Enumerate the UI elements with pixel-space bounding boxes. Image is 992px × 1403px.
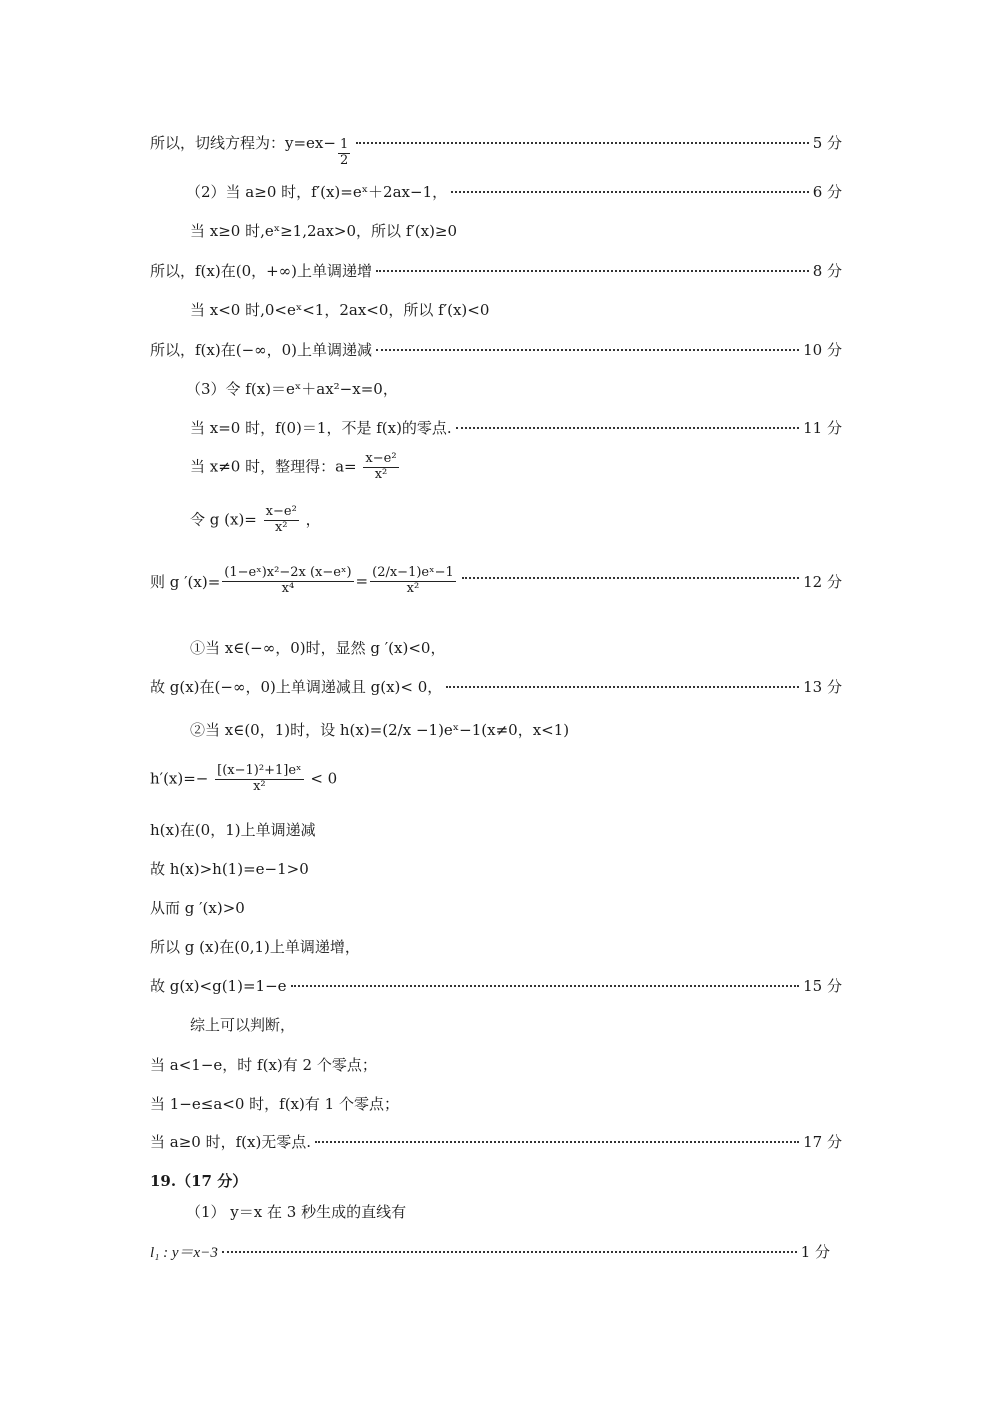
frac-numerator: (1−eˣ)x²−2x (x−eˣ) (224, 565, 352, 580)
line-part2-derivative (186, 181, 842, 202)
dot-leader (291, 984, 800, 987)
line-l1-equation (150, 1241, 830, 1262)
frac-numerator: 1 (339, 137, 349, 152)
fraction (363, 452, 398, 483)
line-conclusion-2 (150, 1093, 842, 1114)
text: l₁ : y＝x−3 (150, 1245, 218, 1261)
text: h′(x)=− (150, 769, 209, 788)
text: 当 x<0 时,0<eˣ<1，2ax<0，所以 f′(x)<0 (190, 301, 490, 319)
line-g-bound (150, 975, 842, 996)
score-label: 17 分 (803, 1133, 842, 1151)
score-label: 5 分 (812, 134, 842, 152)
frac-denominator: x² (274, 519, 288, 535)
line-increasing (150, 260, 842, 281)
line-x-neg (190, 299, 842, 320)
score-label: 6 分 (812, 183, 842, 201)
fraction-1 (222, 566, 353, 597)
score-label: 11 分 (803, 419, 842, 437)
dot-leader (356, 141, 808, 144)
line-decreasing (150, 339, 842, 360)
line-g-increasing (150, 936, 842, 957)
score-label: 10 分 (803, 341, 842, 359)
score-label: 12 分 (803, 572, 842, 591)
frac-denominator: 2 (339, 152, 349, 168)
text: 故 g(x)在(−∞，0)上单调递减且 g(x)< 0， (150, 678, 443, 696)
line-part3-setup (186, 378, 842, 399)
line-h-positive (150, 858, 842, 879)
fraction (338, 138, 350, 169)
text: 所以，切线方程为：y=ex− (150, 134, 336, 152)
line-h-decreasing (150, 819, 842, 840)
line-case1-result (150, 676, 842, 697)
text: 当 x≠0 时，整理得：a= (190, 457, 357, 476)
text: 当 x≥0 时,eˣ≥1,2ax>0，所以 f′(x)≥0 (190, 222, 458, 240)
text: （3）令 f(x)＝eˣ＋ax²−x=0， (186, 380, 398, 398)
frac-numerator: x−e² (265, 504, 297, 519)
line-tangent-equation (150, 132, 842, 169)
line-case1 (190, 637, 842, 658)
line-define-g (190, 505, 842, 536)
dot-leader (451, 190, 809, 193)
question-19-heading (150, 1170, 842, 1191)
frac-denominator: x² (253, 778, 266, 794)
score-label: 1 分 (800, 1243, 830, 1261)
text: 从而 g ′(x)>0 (150, 899, 245, 917)
text: 令 g (x)= (190, 510, 257, 529)
line-conclusion-1 (150, 1054, 842, 1075)
dot-leader (222, 1250, 797, 1253)
text: 所以，f(x)在(0，+∞)上单调递增 (150, 262, 373, 280)
dot-leader (456, 426, 799, 429)
frac-numerator: [(x−1)²+1]eˣ (217, 763, 302, 778)
fraction-2 (370, 566, 456, 597)
line-g-derivative (150, 566, 842, 597)
text: 当 a≥0 时，f(x)无零点. (150, 1133, 312, 1151)
text: h(x)在(0，1)上单调递减 (150, 821, 316, 839)
frac-denominator: x² (406, 580, 420, 596)
text-tail: < 0 (310, 769, 338, 788)
text: 当 1−e≤a<0 时，f(x)有 1 个零点； (150, 1095, 399, 1113)
text: 所以 g (x)在(0,1)上单调递增， (150, 938, 360, 956)
frac-denominator: x⁴ (281, 580, 295, 596)
text: 当 a<1−e，时 f(x)有 2 个零点； (150, 1056, 377, 1074)
fraction (264, 505, 299, 536)
line-conclusion-intro (190, 1014, 842, 1035)
frac-denominator: x² (374, 466, 388, 482)
text: 综上可以判断， (190, 1016, 296, 1034)
text: （1） y＝x 在 3 秒生成的直线有 (186, 1203, 407, 1221)
score-label: 15 分 (803, 977, 842, 995)
line-case2 (190, 719, 842, 740)
text: （2）当 a≥0 时，f′(x)=eˣ＋2ax−1， (186, 183, 448, 201)
score-label: 8 分 (812, 262, 842, 280)
text: 当 x=0 时，f(0)＝1，不是 f(x)的零点. (190, 419, 452, 437)
line-conclusion-3 (150, 1131, 842, 1152)
line-x-nonneg (190, 220, 842, 241)
text-tail: ， (305, 510, 321, 529)
text: 19.（17 分） (150, 1172, 248, 1190)
text: ②当 x∈(0，1)时，设 h(x)=(2/x −1)eˣ−1(x≠0，x<1) (190, 721, 570, 739)
text: 则 g ′(x)= (150, 572, 221, 591)
equals: = (355, 572, 369, 591)
text: 所以，f(x)在(−∞，0)上单调递减 (150, 341, 373, 359)
text: 故 g(x)<g(1)=1−e (150, 977, 287, 995)
line-h-derivative (150, 764, 842, 795)
dot-leader (315, 1140, 799, 1143)
dot-leader (376, 348, 799, 351)
score-label: 13 分 (803, 678, 842, 696)
line-solve-a (190, 452, 842, 483)
dot-leader (462, 576, 799, 579)
frac-numerator: (2/x−1)eˣ−1 (372, 565, 454, 580)
text: 故 h(x)>h(1)=e−1>0 (150, 860, 309, 878)
dot-leader (376, 269, 809, 272)
line-q19-part1 (186, 1201, 842, 1222)
line-x-zero (190, 417, 842, 438)
line-g-prime-positive (150, 897, 842, 918)
dot-leader (446, 685, 799, 688)
text: ①当 x∈(−∞，0)时，显然 g ′(x)<0， (190, 639, 446, 657)
fraction (215, 764, 303, 795)
frac-numerator: x−e² (365, 451, 397, 466)
